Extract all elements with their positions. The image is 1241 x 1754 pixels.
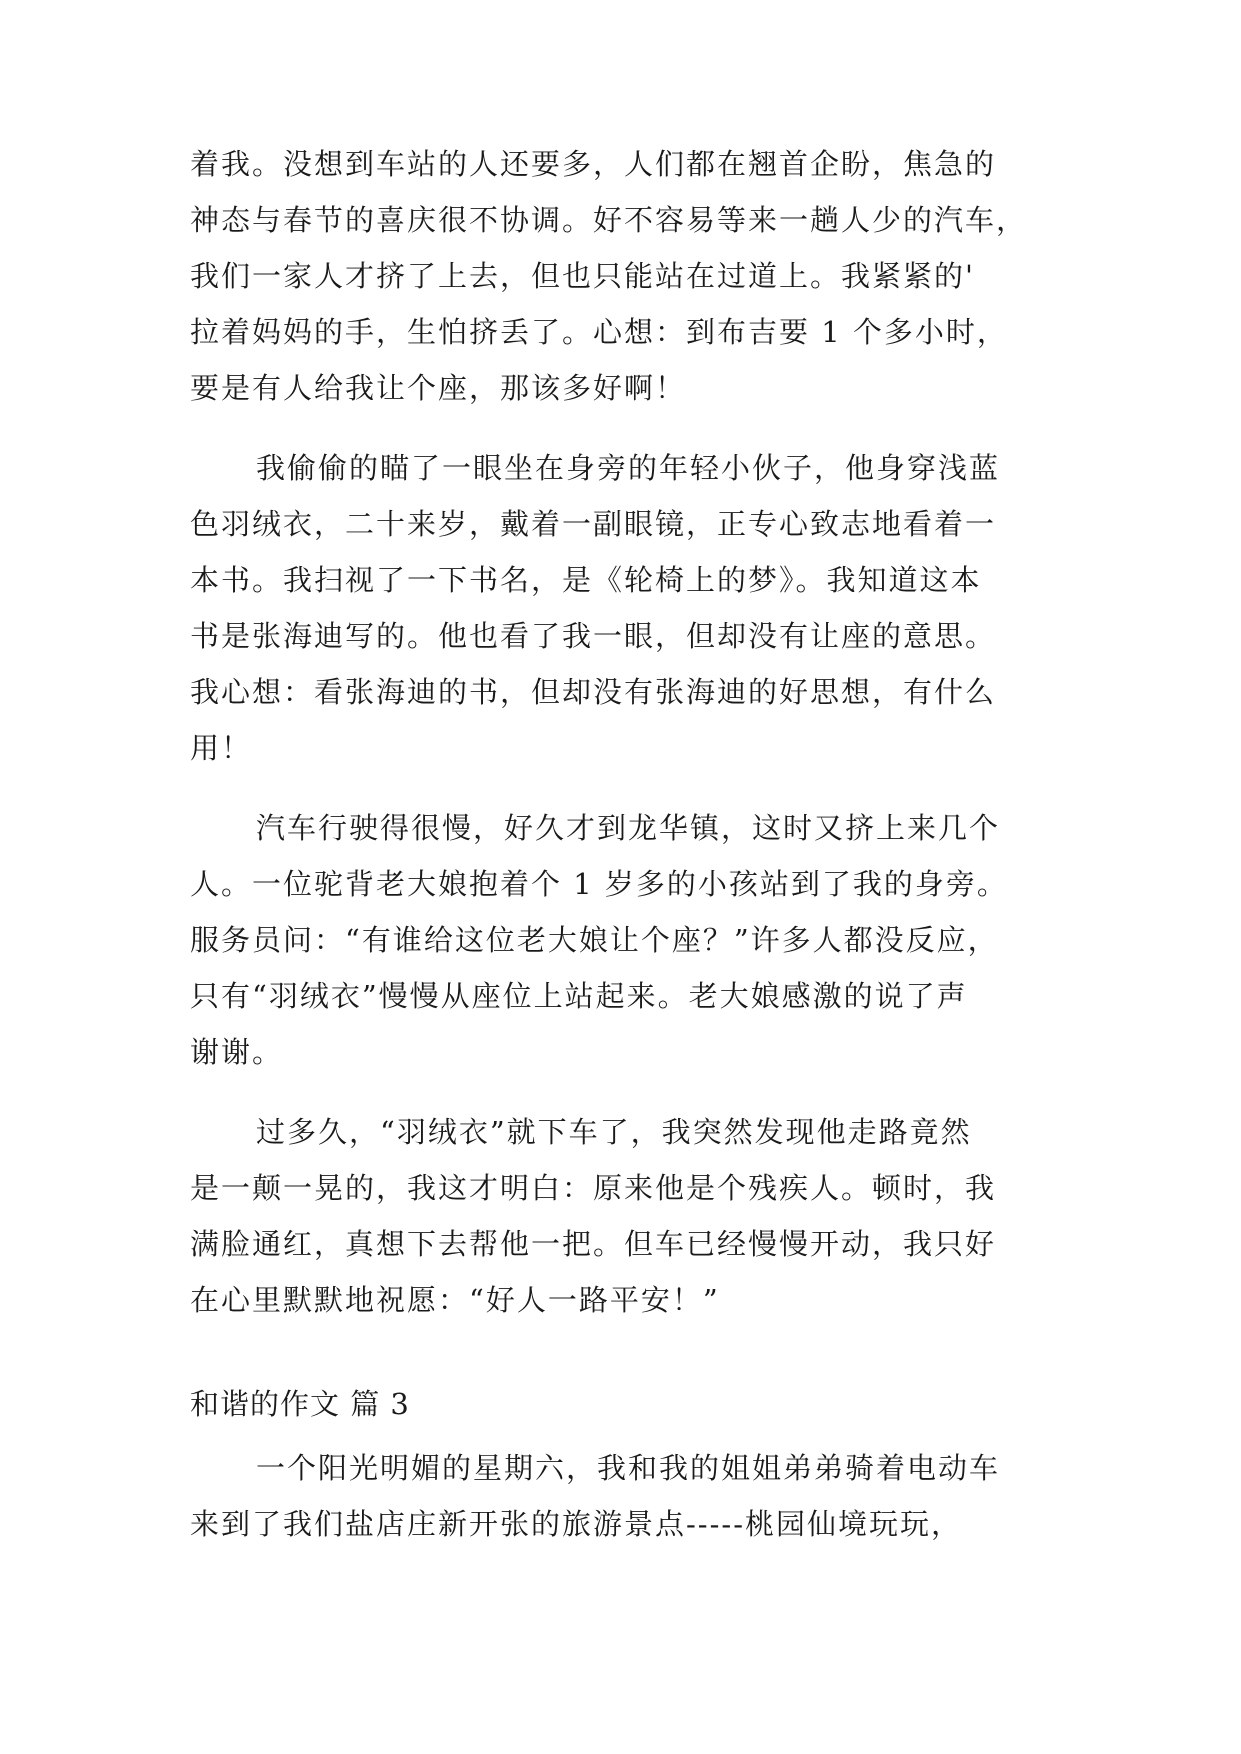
- text-line: 色羽绒衣，二十来岁，戴着一副眼镜，正专心致志地看着一: [190, 507, 997, 541]
- text-line: 是一颠一晃的，我这才明白：原来他是个残疾人。顿时，我: [190, 1171, 997, 1205]
- text-line: 用！: [190, 731, 253, 765]
- text-line: 我们一家人才挤了上去，但也只能站在过道上。我紧紧的': [190, 259, 975, 293]
- paragraph-first-line: 汽车行驶得很慢，好久才到龙华镇，这时又挤上来几个: [256, 811, 1001, 845]
- text-line: 只有“羽绒衣”慢慢从座位上站起来。老大娘感激的说了声: [190, 979, 968, 1013]
- text-line: 本书。我扫视了一下书名，是《轮椅上的梦》。我知道这本: [190, 563, 982, 597]
- paragraph-first-line: 一个阳光明媚的星期六，我和我的姐姐弟弟骑着电动车: [256, 1451, 1001, 1485]
- text-line: 满脸通红，真想下去帮他一把。但车已经慢慢开动，我只好: [190, 1227, 997, 1261]
- text-line: 来到了我们盐店庄新开张的旅游景点-----桃园仙境玩玩，: [190, 1507, 962, 1541]
- text-line: 服务员问：“有谁给这位老大娘让个座？”许多人都没反应，: [190, 923, 999, 957]
- paragraph-first-line: 我偷偷的瞄了一眼坐在身旁的年轻小伙子，他身穿浅蓝: [256, 451, 1001, 485]
- text-line: 谢谢。: [190, 1035, 284, 1069]
- text-line: 神态与春节的喜庆很不协调。好不容易等来一趟人少的汽车，: [190, 203, 1028, 237]
- text-line: 拉着妈妈的手，生怕挤丢了。心想：到布吉要 1 个多小时，: [190, 315, 1008, 349]
- text-line: 我心想：看张海迪的书，但却没有张海迪的好思想，有什么: [190, 675, 997, 709]
- text-line: 书是张海迪写的。他也看了我一眼，但却没有让座的意思。: [190, 619, 997, 653]
- text-line: 人。一位驼背老大娘抱着个 1 岁多的小孩站到了我的身旁。: [190, 867, 1008, 901]
- text-line: 在心里默默地祝愿：“好人一路平安！”: [190, 1283, 720, 1317]
- text-line: 着我。没想到车站的人还要多，人们都在翘首企盼，焦急的: [190, 147, 997, 181]
- paragraph-first-line: 过多久，“羽绒衣”就下车了，我突然发现他走路竟然: [256, 1115, 972, 1149]
- text-line: 要是有人给我让个座，那该多好啊！: [190, 371, 687, 405]
- section-heading: 和谐的作文 篇 3: [190, 1387, 410, 1421]
